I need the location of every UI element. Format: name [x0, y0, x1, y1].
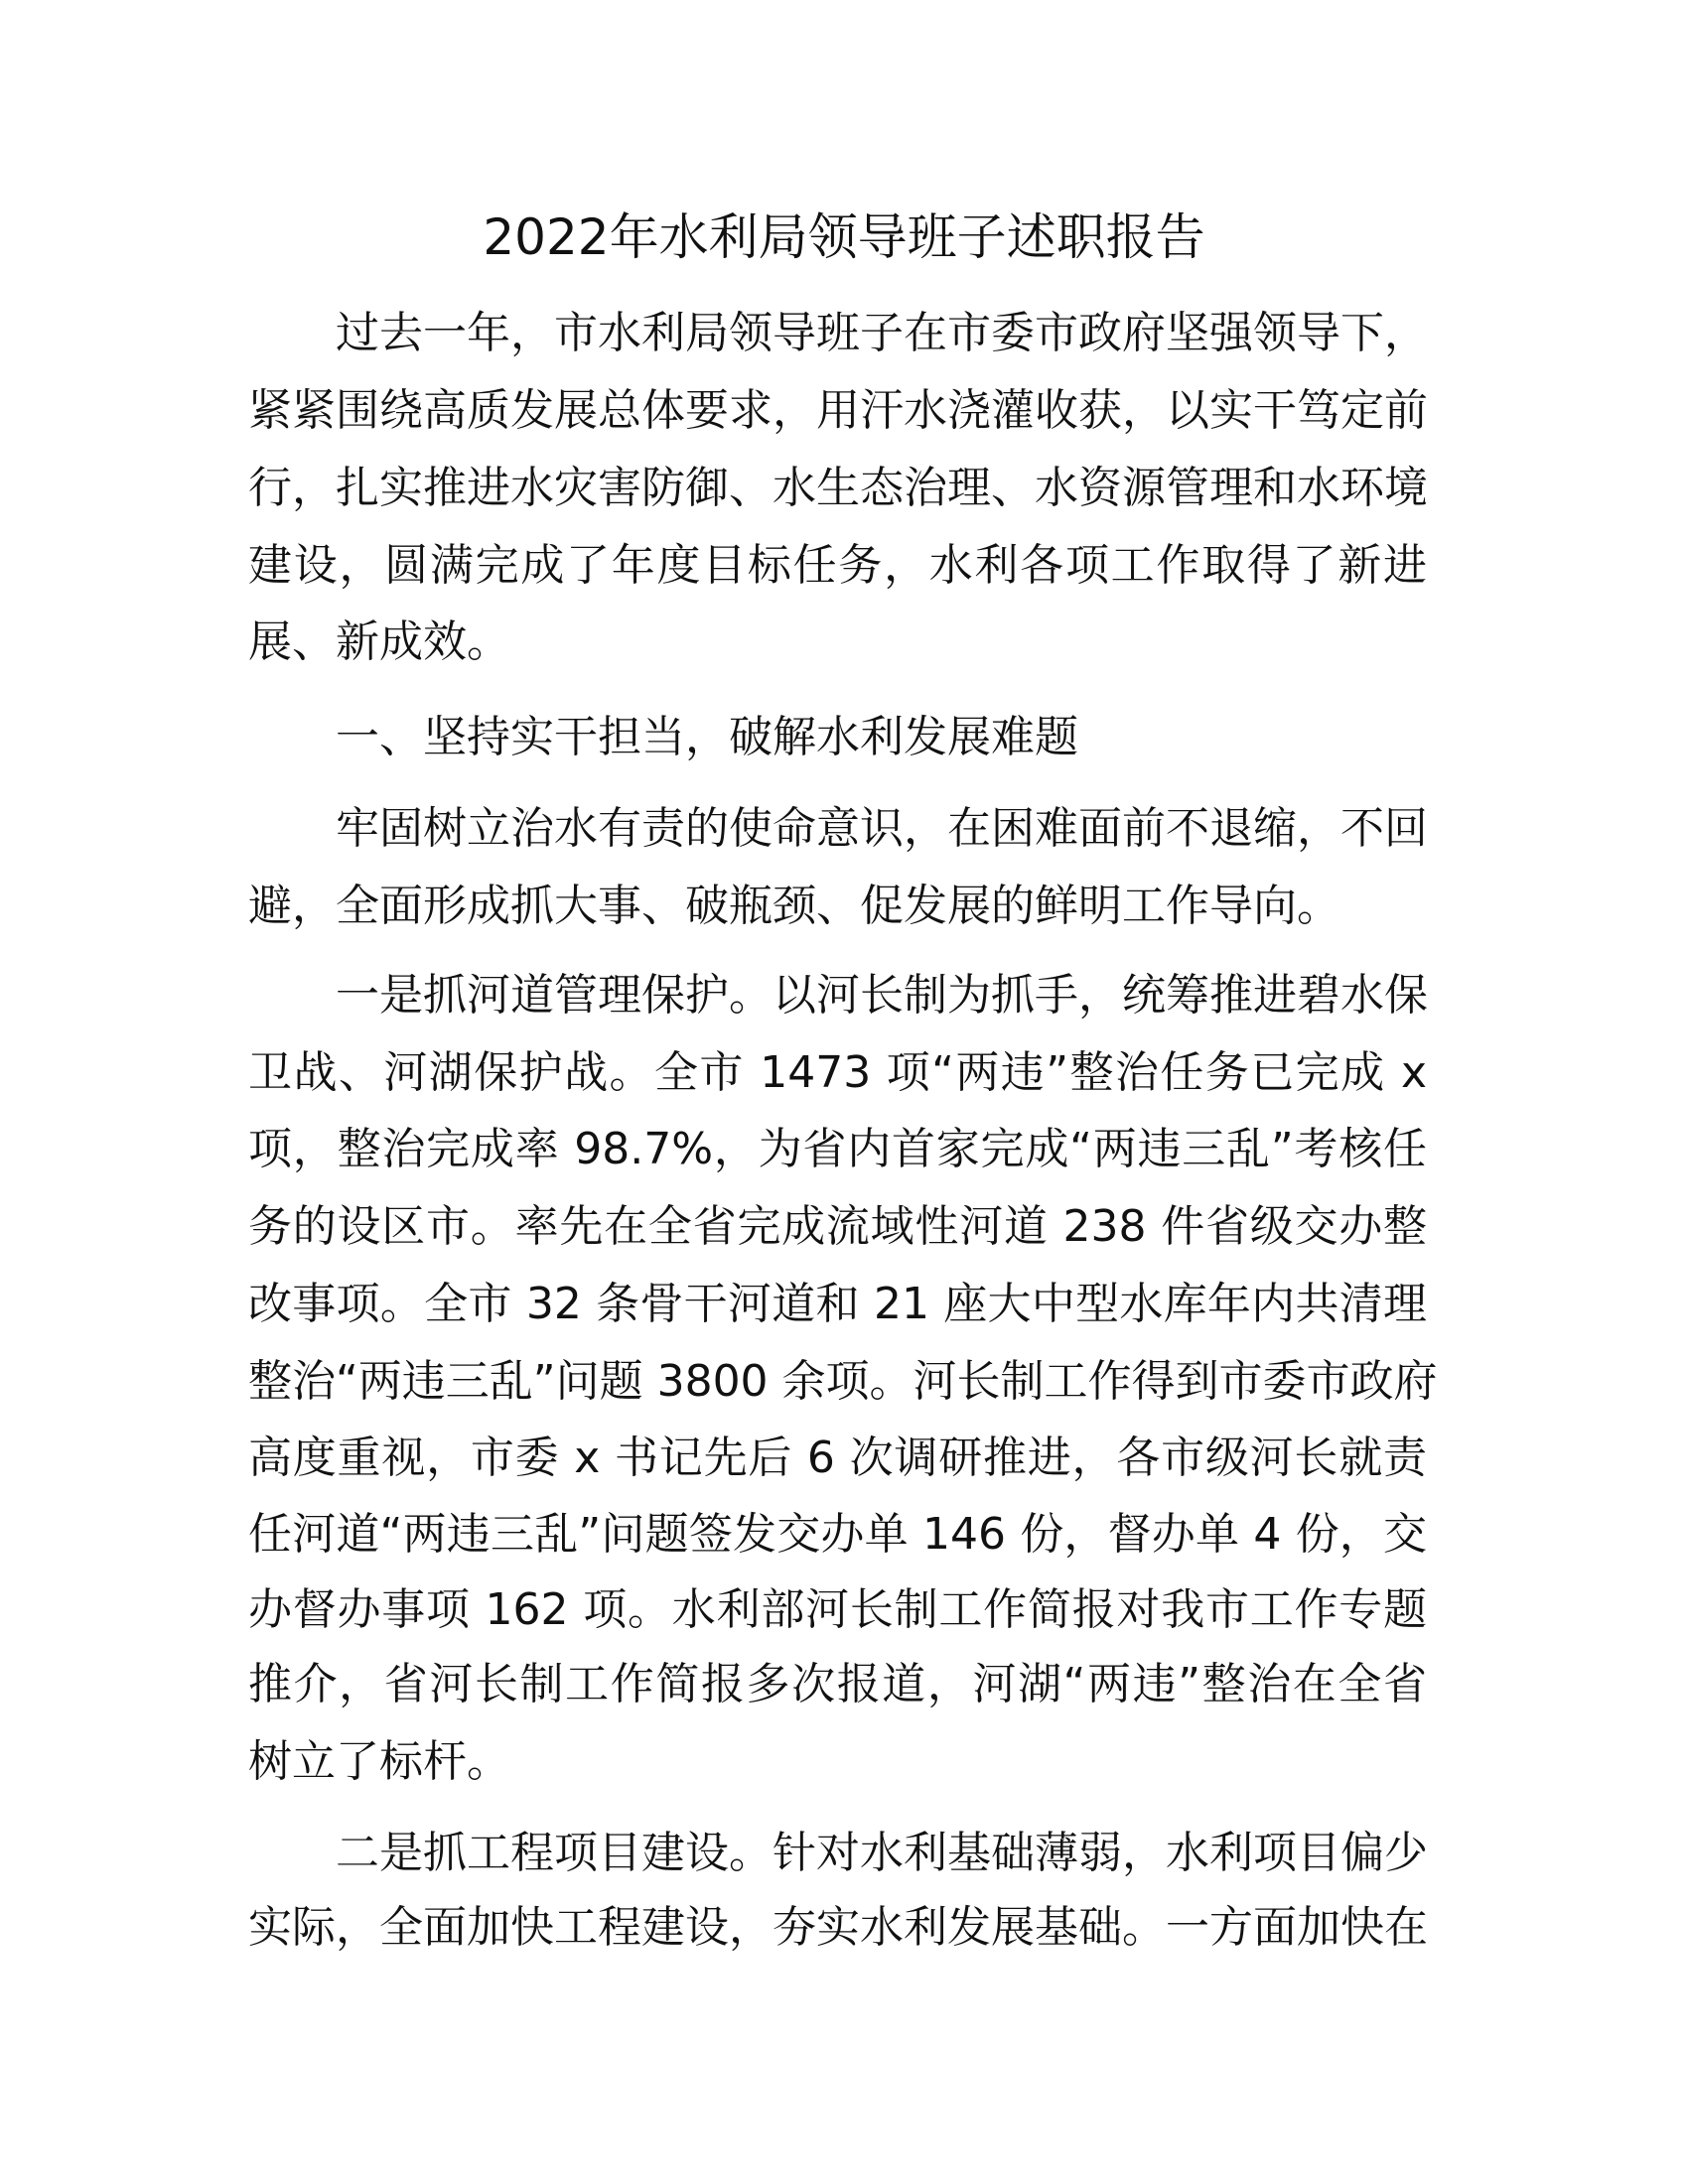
text-line: 过去一年，市水利局领导班子在市委市政府坚强领导下， [336, 308, 1428, 358]
text-line: 一是抓河道管理保护。以河长制为抓手，统筹推进碧水保 [336, 970, 1428, 1021]
text-line: 建设，圆满完成了年度目标任务，水利各项工作取得了新进 [248, 540, 1427, 591]
text-line: 推介，省河长制工作简报多次报道，河湖“两违”整治在全省 [248, 1659, 1427, 1709]
text-line: 紧紧围绕高质发展总体要求，用汗水浇灌收获，以实干笃定前 [248, 385, 1428, 436]
text-line: 展、新成效。 [248, 616, 510, 667]
text-line: 项，整治完成率 98.7%，为省内首家完成“两违三乱”考核任 [248, 1124, 1427, 1174]
text-line: 实际，全面加快工程建设，夯实水利发展基础。一方面加快在 [248, 1902, 1428, 1953]
text-line: 避，全面形成抓大事、破瓶颈、促发展的鲜明工作导向。 [248, 881, 1340, 931]
section-heading: 一、坚持实干担当，破解水利发展难题 [336, 712, 1078, 762]
text-line: 整治“两违三乱”问题 3800 余项。河长制工作得到市委市政府 [248, 1356, 1438, 1407]
text-line: 牢固树立治水有责的使命意识，在困难面前不退缩，不回 [336, 803, 1428, 854]
text-line: 卫战、河湖保护战。全市 1473 项“两违”整治任务已完成 x [248, 1047, 1427, 1098]
text-line: 高度重视，市委 x 书记先后 6 次调研推进，各市级河长就责 [248, 1433, 1427, 1483]
text-line: 务的设区市。率先在全省完成流域性河道 238 件省级交办整 [248, 1201, 1427, 1252]
text-line: 任河道“两违三乱”问题签发交办单 146 份，督办单 4 份，交 [248, 1509, 1427, 1560]
text-line: 行，扎实推进水灾害防御、水生态治理、水资源管理和水环境 [248, 463, 1428, 513]
text-line: 树立了标杆。 [248, 1736, 510, 1787]
text-line: 改事项。全市 32 条骨干河道和 21 座大中型水库年内共清理 [248, 1279, 1427, 1329]
page-title: 2022年水利局领导班子述职报告 [483, 208, 1205, 266]
text-line: 办督办事项 162 项。水利部河长制工作简报对我市工作专题 [248, 1584, 1427, 1635]
text-line: 二是抓工程项目建设。针对水利基础薄弱，水利项目偏少 [336, 1828, 1428, 1878]
